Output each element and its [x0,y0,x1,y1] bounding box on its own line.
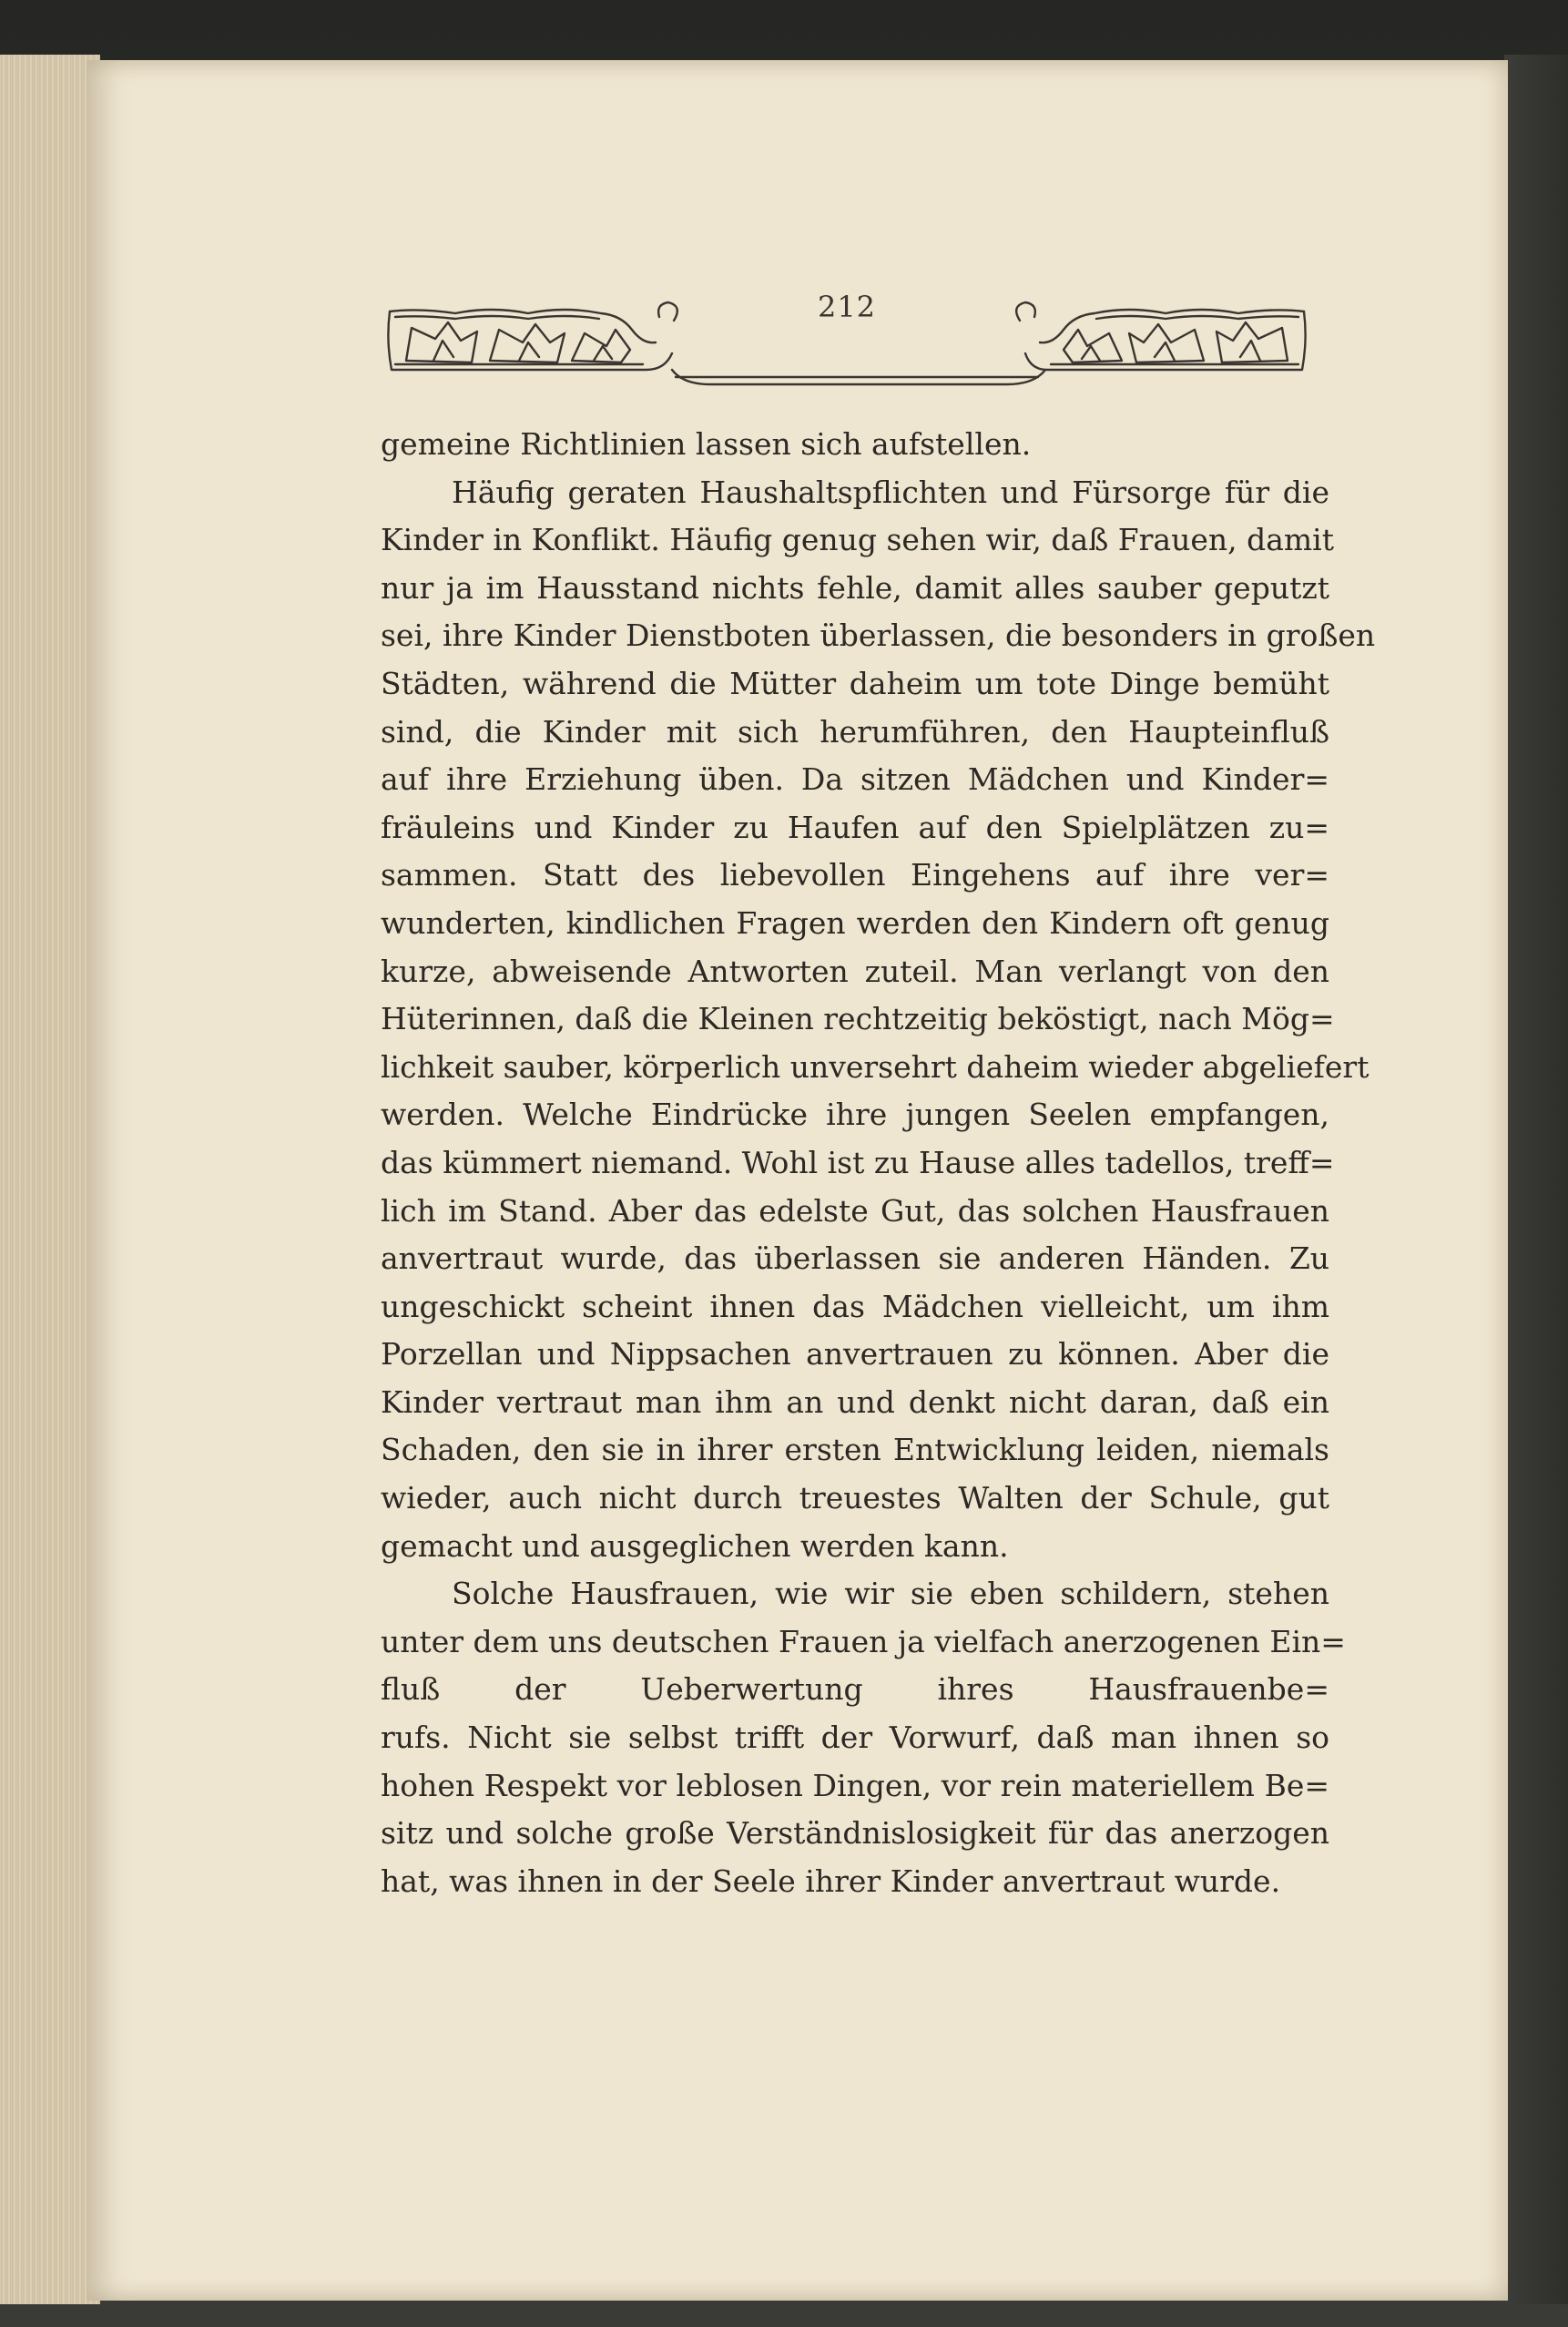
text-line: hat, was ihnen in der Seele ihrer Kinder anvertraut wurde. [381,1863,1281,1899]
text-line: ungeschickt scheint ihnen das Mädchen vielleicht, um ihm [381,1288,1329,1324]
text-line: rufs. Nicht sie selbst trifft der Vorwurf, daß man ihnen so [381,1720,1329,1756]
text-line: lichkeit sauber, körperlich unversehrt daheim wieder abgeliefert [381,1048,1369,1085]
text-line: Häufig geraten Haushaltspflichten und Fürsorge für die [452,474,1329,510]
text-line: nur ja im Hausstand nichts fehle, damit alles sauber geputzt [381,569,1329,606]
text-line: gemeine Richtlinien lassen sich aufstellen. [381,426,1032,462]
text-line: sammen. Statt des liebevollen Eingehens auf ihre ver= [381,857,1329,893]
text-line: Hüterinnen, daß die Kleinen rechtzeitig beköstigt, nach Mög= [381,1001,1335,1037]
page-header [382,290,1311,390]
text-line: Städten, während die Mütter daheim um tote Dinge bemüht [381,665,1329,701]
text-line: lich im Stand. Aber das edelste Gut, das solchen Hausfrauen [381,1192,1329,1229]
text-line: kurze, abweisende Antworten zuteil. Man verlangt von den [381,953,1329,989]
book-cover-edge [1504,55,1568,2304]
text-line: sei, ihre Kinder Dienstboten überlassen, die besonders in großen [381,617,1376,654]
text-line: das kümmert niemand. Wohl ist zu Hause alles tadellos, treff= [381,1144,1335,1180]
text-line: fräuleins und Kinder zu Haufen auf den Spielplätzen zu= [381,809,1329,845]
text-line: wieder, auch nicht durch treuestes Walten der Schule, gut [381,1480,1329,1516]
text-line: anvertraut wurde, das überlassen sie anderen Händen. Zu [381,1240,1329,1277]
book-page-edges [0,55,100,2304]
text-line: Solche Hausfrauen, wie wir sie eben schildern, stehen [452,1576,1329,1612]
page-body-text [381,421,1376,1905]
text-line: werden. Welche Eindrücke ihre jungen Seelen empfangen, [381,1097,1329,1133]
text-line: Schaden, den sie in ihrer ersten Entwicklung leiden, niemals [381,1432,1329,1468]
text-line: fluß der Ueberwertung ihres Hausfrauenbe= [381,1671,1329,1708]
text-line: unter dem uns deutschen Frauen ja vielfach anerzogenen Ein= [381,1623,1346,1659]
text-line: wunderten, kindlichen Fragen werden den Kindern oft genug [381,904,1329,941]
text-line: sind, die Kinder mit sich herumführen, den Haupteinfluß [381,713,1329,750]
text-line: Kinder in Konflikt. Häufig genug sehen wir, daß Frauen, damit [381,522,1334,558]
text-line: Kinder vertraut man ihm an und denkt nicht daran, daß ein [381,1383,1329,1420]
text-line: auf ihre Erziehung üben. Da sitzen Mädchen und Kinder= [381,761,1329,798]
text-line: Porzellan und Nippsachen anvertrauen zu können. Aber die [381,1336,1329,1373]
page-number: 212 [817,290,877,324]
text-line: gemacht und ausgeglichen werden kann. [381,1527,1009,1564]
text-line: sitz und solche große Verständnislosigkeit für das anerzogen [381,1815,1329,1852]
text-line: hohen Respekt vor leblosen Dingen, vor rein materiellem Be= [381,1767,1329,1803]
